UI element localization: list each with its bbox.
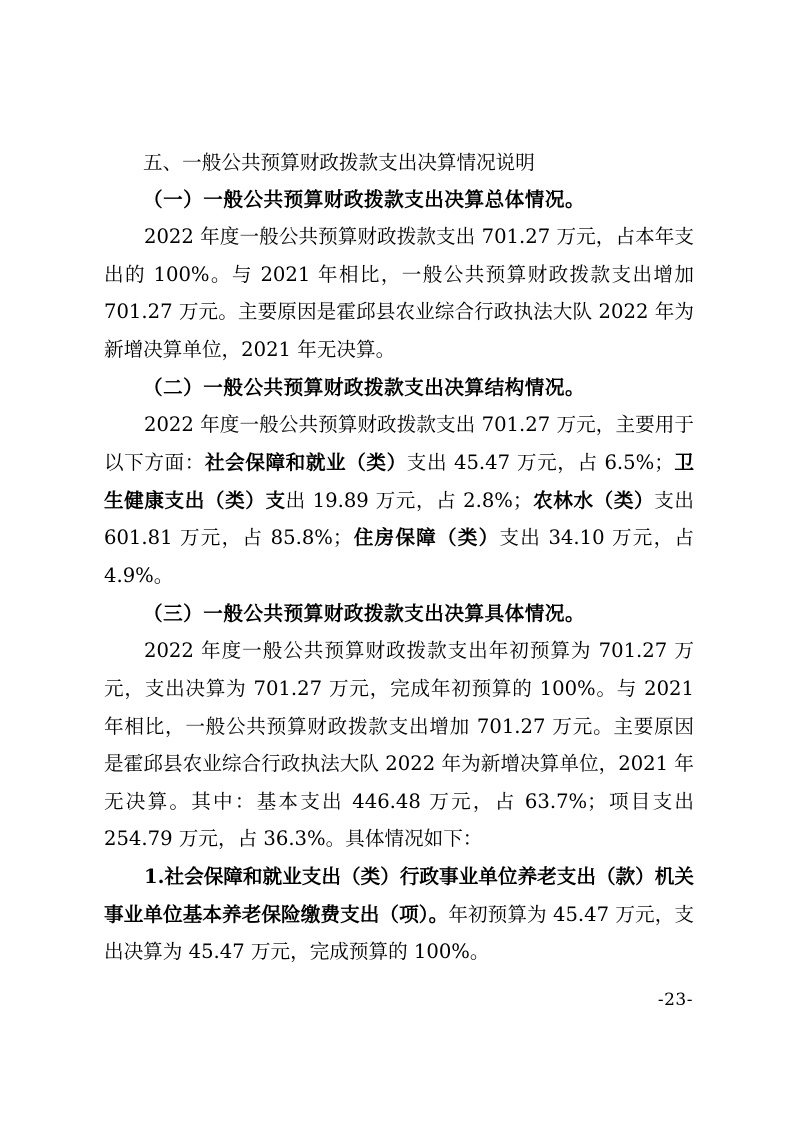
section-title: 五、一般公共预算财政拨款支出决算情况说明	[143, 151, 535, 174]
structure-heading: （二）一般公共预算财政拨款支出决算结构情况。	[143, 376, 586, 400]
structure-item-text: 支出 45.47 万元，占 6.5%；	[406, 450, 674, 474]
document-body	[104, 144, 694, 971]
structure-item-text: 支出 34.10 万元，占 4.9%。	[104, 526, 694, 587]
structure-item-text: 出 19.89 万元，占 2.8%；	[285, 488, 533, 512]
overall-heading: （一）一般公共预算财政拨款支出决算总体情况。	[143, 188, 586, 211]
detail-heading: （三）一般公共预算财政拨款支出决算具体情况。	[143, 602, 586, 626]
structure-item-name: 社会保障和就业（类）	[204, 450, 407, 474]
structure-item-name: 卫生健康支出（类）支	[104, 450, 695, 512]
structure-intro: 2022 年度一般公共预算财政拨款支出 701.27 万元，主要用于以下方面：	[104, 413, 694, 474]
structure-item-name: 农林水（类）	[532, 488, 655, 512]
detail-item-paragraph	[104, 858, 694, 971]
page-number: -23-	[657, 990, 693, 1010]
structure-item-text: 支出 601.81 万元，占 85.8%；	[104, 488, 695, 550]
detail-item-title: 1.社会保障和就业支出（类）行政事业单位养老支出（款）机关事业单位基本养老保险缴费支出（项）。	[104, 864, 694, 926]
structure-paragraph	[104, 406, 694, 594]
detail-paragraph: 2022 年度一般公共预算财政拨款支出年初预算为 701.27 万元，支出决算为 701.27 万元，完成年初预算的 100%。与 2021 年相比，一般公共预算财政拨款支出增加 701.27 万元。主要原因是霍邱县农业综合行政执法大队 2022 年为新增决算单位，2021 年无决算。其中：基本支出 446.48 万元，占 63.7%；项目支出 254.79 万元，占 36.3%。具体情况如下：	[104, 639, 694, 851]
overall-paragraph: 2022 年度一般公共预算财政拨款支出 701.27 万元，占本年支出的 100%。与 2021 年相比，一般公共预算财政拨款支出增加 701.27 万元。主要原因是霍邱县农业综合行政执法大队 2022 年为新增决算单位，2021 年无决算。	[104, 225, 694, 361]
detail-item-text: 年初预算为 45.47 万元，支出决算为 45.47 万元，完成预算的 100%。	[104, 902, 694, 964]
structure-item-name: 住房保障（类）	[352, 526, 500, 550]
